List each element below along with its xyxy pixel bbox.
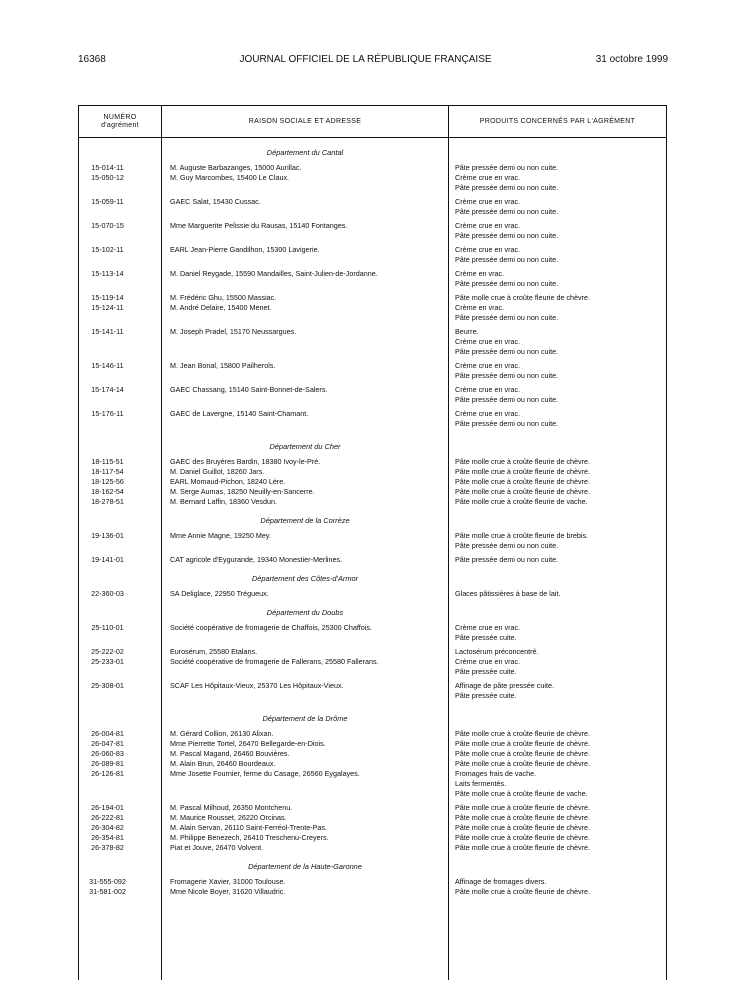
product-line: Crème crue en vrac. <box>455 337 521 346</box>
product-line: Pâte pressée cuite. <box>455 667 517 676</box>
product-line: Crème crue en vrac. <box>455 197 521 206</box>
product-line: Pâte molle crue à croûte fleurie de chèvre. <box>455 813 591 822</box>
company-name-address: M. Bernard Laffin, 18360 Vesdun. <box>170 497 277 506</box>
journal-title: JOURNAL OFFICIEL DE LA RÉPUBLIQUE FRANÇAISE <box>239 54 492 65</box>
company-name-address: M. Alain Brun, 26460 Bourdeaux. <box>170 759 276 768</box>
approval-table <box>78 105 667 980</box>
column-header-name: RAISON SOCIALE ET ADRESSE <box>248 118 362 125</box>
company-name-address: M. Auguste Barbazanges, 15000 Aurillac. <box>170 163 302 172</box>
approved-products <box>448 487 666 497</box>
table-row <box>79 887 666 897</box>
approval-number: 26-194-01 <box>91 803 124 812</box>
company-name-address: Mme Josette Fournier, ferme du Casage, 26560 Eygalayes. <box>170 769 360 778</box>
approval-number: 19-141-01 <box>91 555 124 564</box>
approved-products <box>448 823 666 833</box>
table-row <box>79 623 666 643</box>
company-name-address: M. Serge Aumas, 18250 Neuilly-en-Sancerre. <box>170 487 315 496</box>
product-line: Pâte molle crue à croûte fleurie de chèvre. <box>455 487 591 496</box>
table-row <box>79 803 666 813</box>
approved-products <box>448 361 666 381</box>
approved-products <box>448 385 666 405</box>
approval-number: 26-354-81 <box>91 833 124 842</box>
product-line: Pâte molle crue à croûte fleurie de chèvre. <box>455 823 591 832</box>
column-header-number-line1: NUMÉRO <box>103 113 137 121</box>
product-line: Crème crue en vrac. <box>455 173 521 182</box>
approval-number: 15-070-15 <box>91 221 124 230</box>
approved-products <box>448 221 666 241</box>
product-line: Pâte molle crue à croûte fleurie de chèvre. <box>455 457 591 466</box>
approval-number: 26-004-81 <box>91 729 124 738</box>
product-line: Pâte molle crue à croûte fleurie de chèvre. <box>455 759 591 768</box>
table-row <box>79 173 666 193</box>
page-number: 16368 <box>78 54 106 65</box>
product-line: Pâte pressée demi ou non cuite. <box>455 183 559 192</box>
approved-products <box>448 657 666 677</box>
company-name-address: CAT agricole d'Eygurande, 19340 Monestier-Merlines. <box>170 555 343 564</box>
product-line: Pâte pressée demi ou non cuite. <box>455 231 559 240</box>
product-line: Pâte pressée cuite. <box>455 633 517 642</box>
table-row <box>79 749 666 759</box>
product-line: Pâte pressée cuite. <box>455 691 517 700</box>
approval-number: 18-115-51 <box>91 457 124 466</box>
company-name-address: EARL Momaud-Pichon, 18240 Lère. <box>170 477 286 486</box>
table-row <box>79 303 666 323</box>
approval-number: 25-233-01 <box>91 657 124 666</box>
table-row <box>79 385 666 405</box>
approved-products <box>448 749 666 759</box>
approved-products <box>448 409 666 429</box>
product-line: Affinage de pâte pressée cuite. <box>455 681 554 690</box>
product-line: Pâte molle crue à croûte fleurie de chèvre. <box>455 833 591 842</box>
company-name-address: Piat et Jouve, 26470 Volvent. <box>170 843 264 852</box>
product-line: Pâte molle crue à croûte fleurie de chèvre. <box>455 729 591 738</box>
table-row <box>79 477 666 487</box>
approved-products <box>448 197 666 217</box>
approved-products <box>448 467 666 477</box>
approved-products <box>448 813 666 823</box>
approved-products <box>448 803 666 813</box>
approval-number: 15-014-11 <box>91 163 124 172</box>
company-name-address: SCAF Les Hôpitaux-Vieux, 25370 Les Hôpitaux-Vieux. <box>170 681 344 690</box>
table-row <box>79 531 666 551</box>
table-row <box>79 729 666 739</box>
product-line: Laits fermentés. <box>455 779 507 788</box>
table-row <box>79 823 666 833</box>
table-row <box>79 739 666 749</box>
product-line: Pâte pressée demi ou non cuite. <box>455 279 559 288</box>
approved-products <box>448 647 666 657</box>
company-name-address: Mme Pierrette Tortel, 26470 Bellegarde-en-Diois. <box>170 739 326 748</box>
product-line: Pâte pressée demi ou non cuite. <box>455 347 559 356</box>
approval-number: 15-141-11 <box>91 327 124 336</box>
product-line: Pâte molle crue à croûte fleurie de chèvre. <box>455 887 591 896</box>
approval-number: 26-047-81 <box>91 739 124 748</box>
approved-products <box>448 477 666 487</box>
product-line: Pâte pressée demi ou non cuite. <box>455 255 559 264</box>
approval-number: 18-125-56 <box>91 477 124 486</box>
approval-number: 31-581-002 <box>89 887 126 896</box>
table-row <box>79 361 666 381</box>
company-name-address: M. Guy Marcombes, 15400 Le Claux. <box>170 173 290 182</box>
product-line: Crème crue en vrac. <box>455 361 521 370</box>
approved-products <box>448 887 666 897</box>
product-line: Pâte molle crue à croûte fleurie de chèvre. <box>455 803 591 812</box>
department-heading: Département du Cher <box>269 442 341 451</box>
table-row <box>79 197 666 217</box>
table-row <box>79 555 666 565</box>
column-header-number <box>79 106 161 137</box>
table-row <box>79 769 666 799</box>
department-heading: Département du Doubs <box>266 608 344 617</box>
approval-number: 22-360-03 <box>91 589 124 598</box>
approval-number: 31-555-092 <box>89 877 126 886</box>
approved-products <box>448 623 666 643</box>
product-line: Pâte molle crue à croûte fleurie de chèvre. <box>455 293 591 302</box>
approval-number: 26-060-83 <box>91 749 124 758</box>
table-row <box>79 647 666 657</box>
department-heading: Département de la Haute-Garonne <box>248 862 362 871</box>
product-line: Lactosérum préconcentré. <box>455 647 539 656</box>
product-line: Crème crue en vrac. <box>455 385 521 394</box>
approval-number: 15-059-11 <box>91 197 124 206</box>
table-row <box>79 589 666 599</box>
company-name-address: Mme Marguerite Pelissie du Rausas, 15140 Fontanges. <box>170 221 348 230</box>
product-line: Pâte pressée demi ou non cuite. <box>455 555 559 564</box>
company-name-address: SA Deliglace, 22950 Trégueux. <box>170 589 269 598</box>
product-line: Pâte molle crue à croûte fleurie de brebis. <box>455 531 589 540</box>
table-row <box>79 409 666 429</box>
product-line: Pâte molle crue à croûte fleurie de chèvre. <box>455 843 591 852</box>
approved-products <box>448 269 666 289</box>
approval-number: 15-174-14 <box>91 385 124 394</box>
approval-number: 18-117-54 <box>91 467 124 476</box>
company-name-address: M. Maurice Rousset, 26220 Orcinas. <box>170 813 287 822</box>
table-row <box>79 269 666 289</box>
approved-products <box>448 555 666 565</box>
company-name-address: Société coopérative de fromagerie de Chaffois, 25300 Chaffois. <box>170 623 372 632</box>
company-name-address: M. Jean Bonal, 15800 Pailherols. <box>170 361 276 370</box>
product-line: Pâte molle crue à croûte fleurie de vache. <box>455 789 588 798</box>
table-row <box>79 833 666 843</box>
company-name-address: Mme Nicole Boyer, 31620 Villaudric. <box>170 887 286 896</box>
company-name-address: GAEC Salat, 15430 Cussac. <box>170 197 261 206</box>
company-name-address: Société coopérative de fromagerie de Fallerans, 25580 Fallerans. <box>170 657 379 666</box>
approval-number: 15-124-11 <box>91 303 124 312</box>
approval-number: 15-113-14 <box>91 269 124 278</box>
column-header-number-line2: d'agrément <box>101 121 139 129</box>
product-line: Pâte pressée demi ou non cuite. <box>455 541 559 550</box>
company-name-address: Mme Annie Magne, 19250 Mey. <box>170 531 271 540</box>
product-line: Pâte pressée demi ou non cuite. <box>455 207 559 216</box>
company-name-address: M. Philippe Benezech, 26410 Treschenu-Creyers. <box>170 833 329 842</box>
company-name-address: M. Daniel Reygade, 15590 Mandailles, Saint-Julien-de-Jordanne. <box>170 269 378 278</box>
approval-number: 18-162-54 <box>91 487 124 496</box>
product-line: Pâte molle crue à croûte fleurie de vache. <box>455 497 588 506</box>
table-row <box>79 843 666 853</box>
company-name-address: EARL Jean-Pierre Gandilhon, 15300 Lavigerie. <box>170 245 320 254</box>
product-line: Pâte pressée demi ou non cuite. <box>455 395 559 404</box>
product-line: Pâte pressée demi ou non cuite. <box>455 371 559 380</box>
approval-number: 15-146-11 <box>91 361 124 370</box>
product-line: Pâte molle crue à croûte fleurie de chèvre. <box>455 467 591 476</box>
approval-number: 15-119-14 <box>91 293 124 302</box>
department-heading: Département du Cantal <box>266 148 344 157</box>
company-name-address: GAEC des Bruyères Bardin, 18380 Ivoy-le-Pré. <box>170 457 321 466</box>
approved-products <box>448 589 666 599</box>
approval-number: 25-308-01 <box>91 681 124 690</box>
product-line: Pâte pressée demi ou non cuite. <box>455 313 559 322</box>
department-heading: Département de la Drôme <box>262 714 348 723</box>
table-row <box>79 457 666 467</box>
approved-products <box>448 769 666 799</box>
table-row <box>79 467 666 477</box>
table-row <box>79 497 666 507</box>
approved-products <box>448 739 666 749</box>
table-row <box>79 877 666 887</box>
product-line: Crème crue en vrac. <box>455 657 521 666</box>
table-row <box>79 487 666 497</box>
approval-number: 26-304-82 <box>91 823 124 832</box>
product-line: Crème crue en vrac. <box>455 409 521 418</box>
table-body <box>79 147 666 897</box>
product-line: Pâte pressée demi ou non cuite. <box>455 163 559 172</box>
approved-products <box>448 327 666 357</box>
table-row <box>79 759 666 769</box>
approval-number: 15-176-11 <box>91 409 124 418</box>
table-row <box>79 657 666 677</box>
product-line: Pâte pressée demi ou non cuite. <box>455 419 559 428</box>
approved-products <box>448 729 666 739</box>
table-row <box>79 293 666 303</box>
approval-number: 19-136-01 <box>91 531 124 540</box>
product-line: Beurre. <box>455 327 479 336</box>
approval-number: 18-278-51 <box>91 497 124 506</box>
approved-products <box>448 173 666 193</box>
approval-number: 26-126-81 <box>91 769 124 778</box>
approved-products <box>448 497 666 507</box>
company-name-address: M. Daniel Guillot, 18260 Jars. <box>170 467 265 476</box>
product-line: Pâte molle crue à croûte fleurie de chèvre. <box>455 739 591 748</box>
approval-number: 26-222-81 <box>91 813 124 822</box>
company-name-address: M. Joseph Pradel, 15170 Neussargues. <box>170 327 297 336</box>
company-name-address: M. Alain Servan, 26110 Saint-Ferréol-Trente-Pas. <box>170 823 327 832</box>
header-separator <box>79 137 666 138</box>
product-line: Crème en vrac. <box>455 303 505 312</box>
table-row <box>79 681 666 701</box>
approval-number: 25-110-01 <box>91 623 124 632</box>
product-line: Pâte molle crue à croûte fleurie de chèvre. <box>455 477 591 486</box>
approval-number: 26-378-82 <box>91 843 124 852</box>
product-line: Crème en vrac. <box>455 269 505 278</box>
publication-date: 31 octobre 1999 <box>595 54 668 65</box>
company-name-address: Eurosérum, 25580 Etalans. <box>170 647 258 656</box>
approved-products <box>448 531 666 551</box>
approved-products <box>448 833 666 843</box>
product-line: Crème crue en vrac. <box>455 623 521 632</box>
table-row <box>79 221 666 241</box>
company-name-address: GAEC de Lavergne, 15140 Saint-Chamant. <box>170 409 309 418</box>
table-row <box>79 327 666 357</box>
approved-products <box>448 843 666 853</box>
approval-number: 25-222-02 <box>91 647 124 656</box>
product-line: Fromages frais de vache. <box>455 769 537 778</box>
company-name-address: M. Pascal Magand, 26460 Bouvières. <box>170 749 290 758</box>
approved-products <box>448 163 666 173</box>
department-heading: Département de la Corrèze <box>260 516 350 525</box>
approval-number: 26-089-81 <box>91 759 124 768</box>
company-name-address: GAEC Chassang, 15140 Saint-Bonnet-de-Salers. <box>170 385 328 394</box>
approved-products <box>448 245 666 265</box>
company-name-address: M. Frédéric Ghu, 15500 Massiac. <box>170 293 277 302</box>
table-row <box>79 163 666 173</box>
approved-products <box>448 877 666 887</box>
product-line: Crème crue en vrac. <box>455 245 521 254</box>
approval-number: 15-102-11 <box>91 245 124 254</box>
product-line: Pâte molle crue à croûte fleurie de chèvre. <box>455 749 591 758</box>
company-name-address: Fromagerie Xavier, 31000 Toulouse. <box>170 877 286 886</box>
company-name-address: M. Gérard Collion, 26130 Alixan. <box>170 729 274 738</box>
column-header-products: PRODUITS CONCERNÉS PAR L'AGRÉMENT <box>479 118 636 125</box>
product-line: Glaces pâtissières à base de lait. <box>455 589 561 598</box>
approved-products <box>448 293 666 303</box>
product-line: Affinage de fromages divers. <box>455 877 547 886</box>
table-row <box>79 813 666 823</box>
approved-products <box>448 303 666 323</box>
department-heading: Département des Côtes-d'Armor <box>251 574 359 583</box>
approval-number: 15-050-12 <box>91 173 124 182</box>
approved-products <box>448 457 666 467</box>
approved-products <box>448 759 666 769</box>
company-name-address: M. André Delaire, 15400 Menet. <box>170 303 272 312</box>
product-line: Crème crue en vrac. <box>455 221 521 230</box>
approved-products <box>448 681 666 701</box>
table-row <box>79 245 666 265</box>
company-name-address: M. Pascal Milhoud, 26350 Montchenu. <box>170 803 293 812</box>
